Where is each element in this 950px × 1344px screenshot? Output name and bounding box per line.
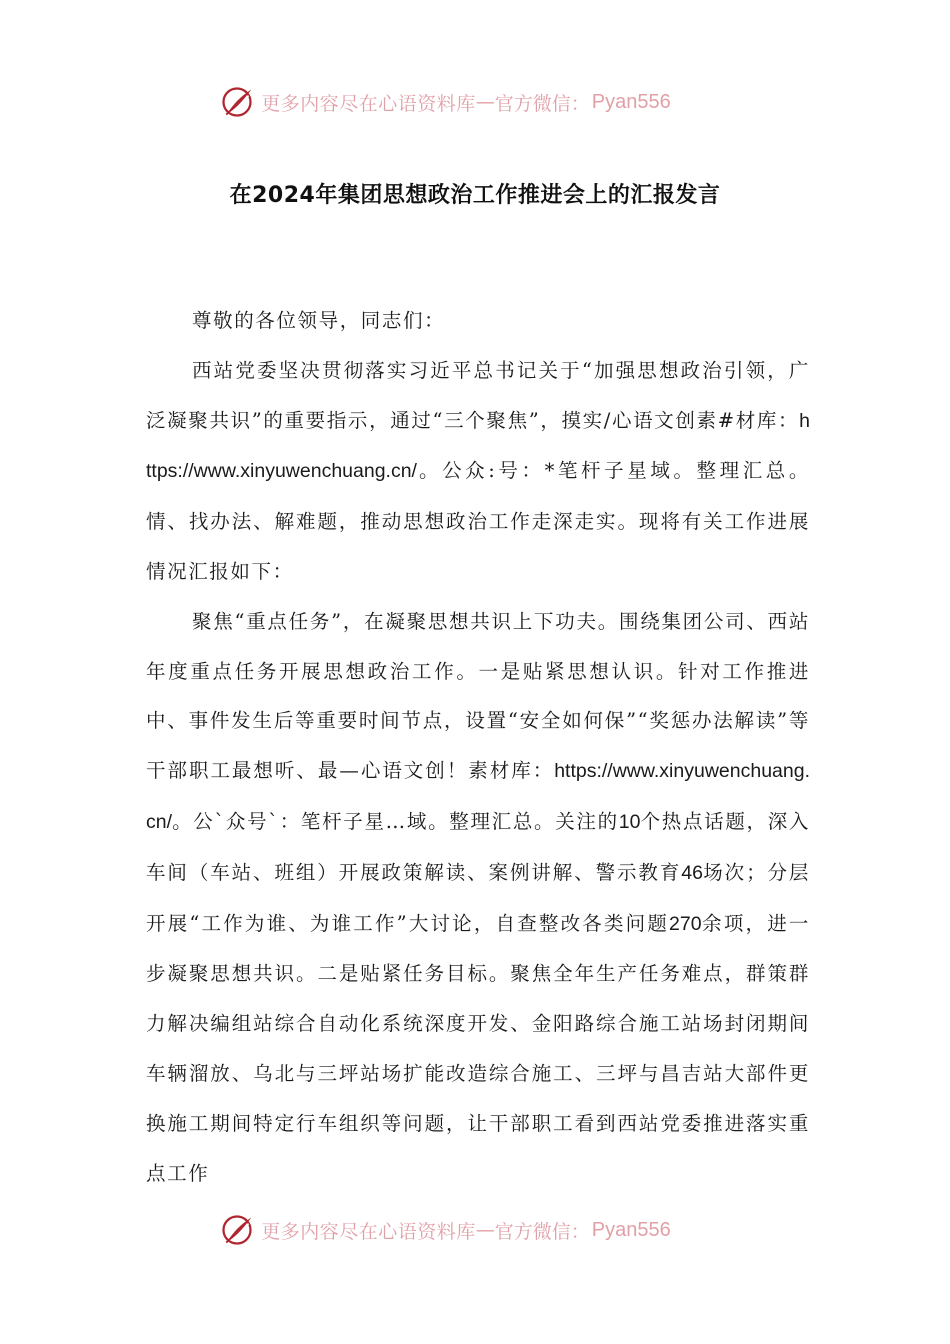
banner-text: 更多内容尽在心语资料库 bbox=[261, 92, 476, 115]
p2-number-sessions: 46 bbox=[681, 861, 703, 884]
p2-text-d: 场次；分层开展“工作为谁、为谁工作”大讨论，自查整改各类问题 bbox=[146, 860, 810, 935]
p2-text-c: 个热点话题，深入车间（车站、班组）开展政策解读、案例讲解、警示教育 bbox=[146, 809, 810, 884]
paragraph-2 bbox=[146, 597, 810, 1199]
p1-text-b: 。公众:号：*笔杆子星域。整理汇总。情、找办法、解难题，推动思想政治工作走深走实。现将有关工作进展情况汇报如下： bbox=[146, 459, 810, 583]
salutation: 尊敬的各位领导，同志们： bbox=[192, 309, 446, 332]
banner-wechat-label: 官方微信： bbox=[494, 1220, 590, 1243]
document-title: 在2024年集团思想政治工作推进会上的汇报发言 bbox=[229, 183, 721, 208]
p2-text-a: 聚焦“重点任务”，在凝聚思想共识上下功夫。围绕集团公司、西站年度重点任务开展思想政治工作。一是贴紧思想认识。针对工作推进中、事件发生后等重要时间节点，设置“安全如何保”“奖惩办法解读”等干部职工最想听、最—心语文创！素材库： bbox=[146, 609, 810, 783]
quill-logo-icon bbox=[219, 1212, 255, 1248]
p1-url: https://www.xinyuwenchuang.cn/ bbox=[146, 409, 810, 483]
quill-logo-icon bbox=[219, 84, 255, 120]
p2-url: https://www.xinyuwenchuang.cn/ bbox=[146, 760, 810, 833]
p2-number-topics: 10 bbox=[618, 810, 641, 833]
banner-text: 更多内容尽在心语资料库 bbox=[261, 1220, 476, 1243]
p1-text-a: 西站党委坚决贯彻落实习近平总书记关于“加强思想政治引领，广泛凝聚共识”的重要指示，通过“三个聚焦”，摸实/心语文创素#材库： bbox=[146, 358, 810, 432]
p2-text-b: 。公`众号`：笔杆子星…域。整理汇总。关注的 bbox=[172, 809, 619, 833]
paragraph-1 bbox=[146, 346, 810, 597]
document-body bbox=[146, 296, 810, 1198]
p2-number-issues: 270 bbox=[669, 912, 702, 935]
banner-wechat-label: 官方微信： bbox=[494, 92, 590, 115]
footer-banner bbox=[0, 1208, 950, 1252]
header-banner bbox=[0, 80, 950, 124]
banner-separator: — bbox=[475, 1219, 495, 1241]
banner-wechat-id: Pyan556 bbox=[591, 1218, 671, 1241]
banner-wechat-id: Pyan556 bbox=[591, 90, 671, 113]
banner-separator: — bbox=[475, 91, 495, 113]
p2-text-e: 余项，进一步凝聚思想共识。二是贴紧任务目标。聚焦全年生产任务难点，群策群力解决编组站综合自动化系统深度开发、金阳路综合施工站场封闭期间车辆溜放、乌北与三坪站场扩能改造综合施工、三坪与昌吉站大部件更换施工期间特定行车组织等问题，让干部职工看到西站党委推进落实重点工作 bbox=[146, 911, 810, 1185]
